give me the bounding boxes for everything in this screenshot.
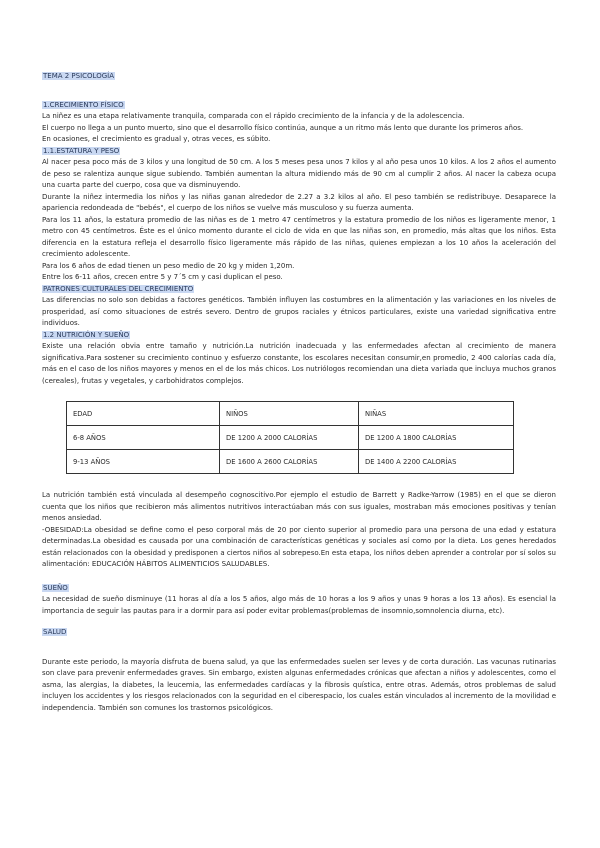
document-title: TEMA 2 PSICOLOGÍA <box>43 72 114 80</box>
paragraph: Durante la niñez intermedia los niños y las niñas ganan alrededor de 2.27 a 3.2 kilos al año. El peso también se redistribuye. Desaparece la apariencia redondeada de "bebés", el cuerpo de los niños se vuelve más musculoso y su fuerza aumenta. <box>42 192 556 212</box>
paragraph: La nutrición también está vinculada al desempeño cognoscitivo.Por ejemplo el estudio de Barrett y Radke-Yarrow (1985) en el que se dieron cuenta que los niños que recibieron más alimentos nutritivos interactúaban más con sus iguales, mostraban más emociones positivas y tenían menos ansiedad. <box>42 491 556 522</box>
paragraph: La necesidad de sueño disminuye (11 horas al día a los 5 años, algo más de 10 horas a los 9 años y unas 9 horas a los 13 años). Es esencial la importancia de seguir las pautas para ir a dormir para así poder evitar problemas(problemas de insomnio,somnolencia diurna, etc). <box>42 595 556 615</box>
paragraph: -OBESIDAD:La obesidad se define como el peso corporal más de 20 por ciento superior al promedio para una persona de una edad y estatura determinadas.La obesidad es causada por una combinación de características genéticas y sociales así como por la dieta. Los genes heredados están relacionados con la obesidad y predisponen a ciertos niños al sobrepeso.En esta etapa, los niños deben aprender a controlar por sí solos su alimentación: EDUCACIÓN HÁBITOS ALIMENTICIOS SALUDABLES. <box>42 525 556 568</box>
section-heading-estatura: 1.1.ESTATURA Y PESO <box>43 146 120 155</box>
table-cell: DE 1600 A 2600 CALORÍAS <box>220 450 359 474</box>
paragraph: En ocasiones, el crecimiento es gradual y, otras veces, es súbito. <box>42 135 271 143</box>
table-cell: DE 1200 A 1800 CALORÍAS <box>359 426 514 450</box>
document-body <box>42 71 556 714</box>
paragraph: Durante este periodo, la mayoría disfruta de buena salud, ya que las enfermedades suelen ser leves y de corta duración. Las vacunas rutinarias son clave para prevenir enfermedades graves. Sin embargo, existen algunas enfermedades crónicas que afectan a niños y adolescentes, como el asma, las alergias, la diabetes, la leucemia, las enfermedades cardíacas y la fibrosis quística, entre otras. Además, otros problemas de salud incluyen los accidentes y los riesgos relacionados con la seguridad en el ciberespacio, los cuales están vinculados al incremento de la movilidad e independencia. También son comunes los trastornos psicológicos. <box>42 657 556 712</box>
paragraph: La niñez es una etapa relativamente tranquila, comparada con el rápido crecimiento de la infancia y de la adolescencia. <box>42 112 465 120</box>
calorie-table <box>66 401 514 474</box>
section-heading-crecimiento: 1.CRECIMIENTO FÍSICO <box>43 100 124 109</box>
table-header-row <box>67 402 514 426</box>
table-header-cell: EDAD <box>67 402 220 426</box>
paragraph: Para los 11 años, la estatura promedio de las niñas es de 1 metro 47 centímetros y la estatura promedio de los niños es ligeramente menor, 1 metro con 45 centímetros. Éste es el único momento durante el ciclo de vida en que las niñas son, en promedio, más altas que los niños. Esta diferencia en la estatura refleja el desarrollo físico ligeramente más rápido de las niñas, quienes empiezan a los 10 años la aceleración del crecimiento adolescente. <box>42 215 556 258</box>
table-cell: DE 1400 A 2200 CALORÍAS <box>359 450 514 474</box>
table-header-cell: NIÑAS <box>359 402 514 426</box>
table-cell: 9-13 AÑOS <box>67 450 220 474</box>
table-cell: DE 1200 A 2000 CALORÍAS <box>220 426 359 450</box>
paragraph: Al nacer pesa poco más de 3 kilos y una longitud de 50 cm. A los 5 meses pesa unos 7 kilos y al año pesa unos 10 kilos. A los 2 años el aumento de peso se ralentiza aunque sigue subiendo. También aumentan la altura midiendo más de 90 cm al cumplir 2 años. Al nacer la cabeza ocupa una cuarta parte del cuerpo, cosa que va disminuyendo. <box>42 158 556 189</box>
section-heading-salud: SALUD <box>43 628 67 636</box>
paragraph: Para los 6 años de edad tienen un peso medio de 20 kg y miden 1,20m. <box>42 261 295 270</box>
table-cell: 6-8 AÑOS <box>67 426 220 450</box>
paragraph: Entre los 6-11 años, crecen entre 5 y 7´5 cm y casi duplican el peso. <box>42 273 283 281</box>
paragraph: El cuerpo no llega a un punto muerto, sino que el desarrollo físico continúa, aunque a un ritmo más lento que durante los primeros años. <box>42 123 524 132</box>
section-heading-sueno: SUEÑO <box>43 583 68 592</box>
paragraph: Las diferencias no solo son debidas a factores genéticos. También influyen las costumbres en la alimentación y las variaciones en los niveles de prosperidad, así como situaciones de estrés severo. Dentro de grupos raciales y étnicos particulares, existe una variedad significativa entre individuos. <box>42 296 556 327</box>
section-heading-nutricion: 1.2 NUTRICIÓN Y SUEÑO <box>43 330 130 339</box>
paragraph: Existe una relación obvia entre tamaño y nutrición.La nutrición inadecuada y las enfermedades afectan al crecimiento de manera significativa.Para sostener su crecimiento continuo y esfuerzo constante, los escolares necesitan consumir,en promedio, 2 400 calorías cada día, más en el caso de los niños mayores y menos en el de los más chicos. Los nutriólogos recomiendan una dieta variada que incluya muchos granos (cereales), frutas y vegetales, y carbohidratos complejos. <box>42 342 556 385</box>
table-header-cell: NIÑOS <box>220 402 359 426</box>
section-heading-patrones: PATRONES CULTURALES DEL CRECIMIENTO <box>43 284 194 293</box>
table-row <box>67 426 514 450</box>
table-row <box>67 450 514 474</box>
